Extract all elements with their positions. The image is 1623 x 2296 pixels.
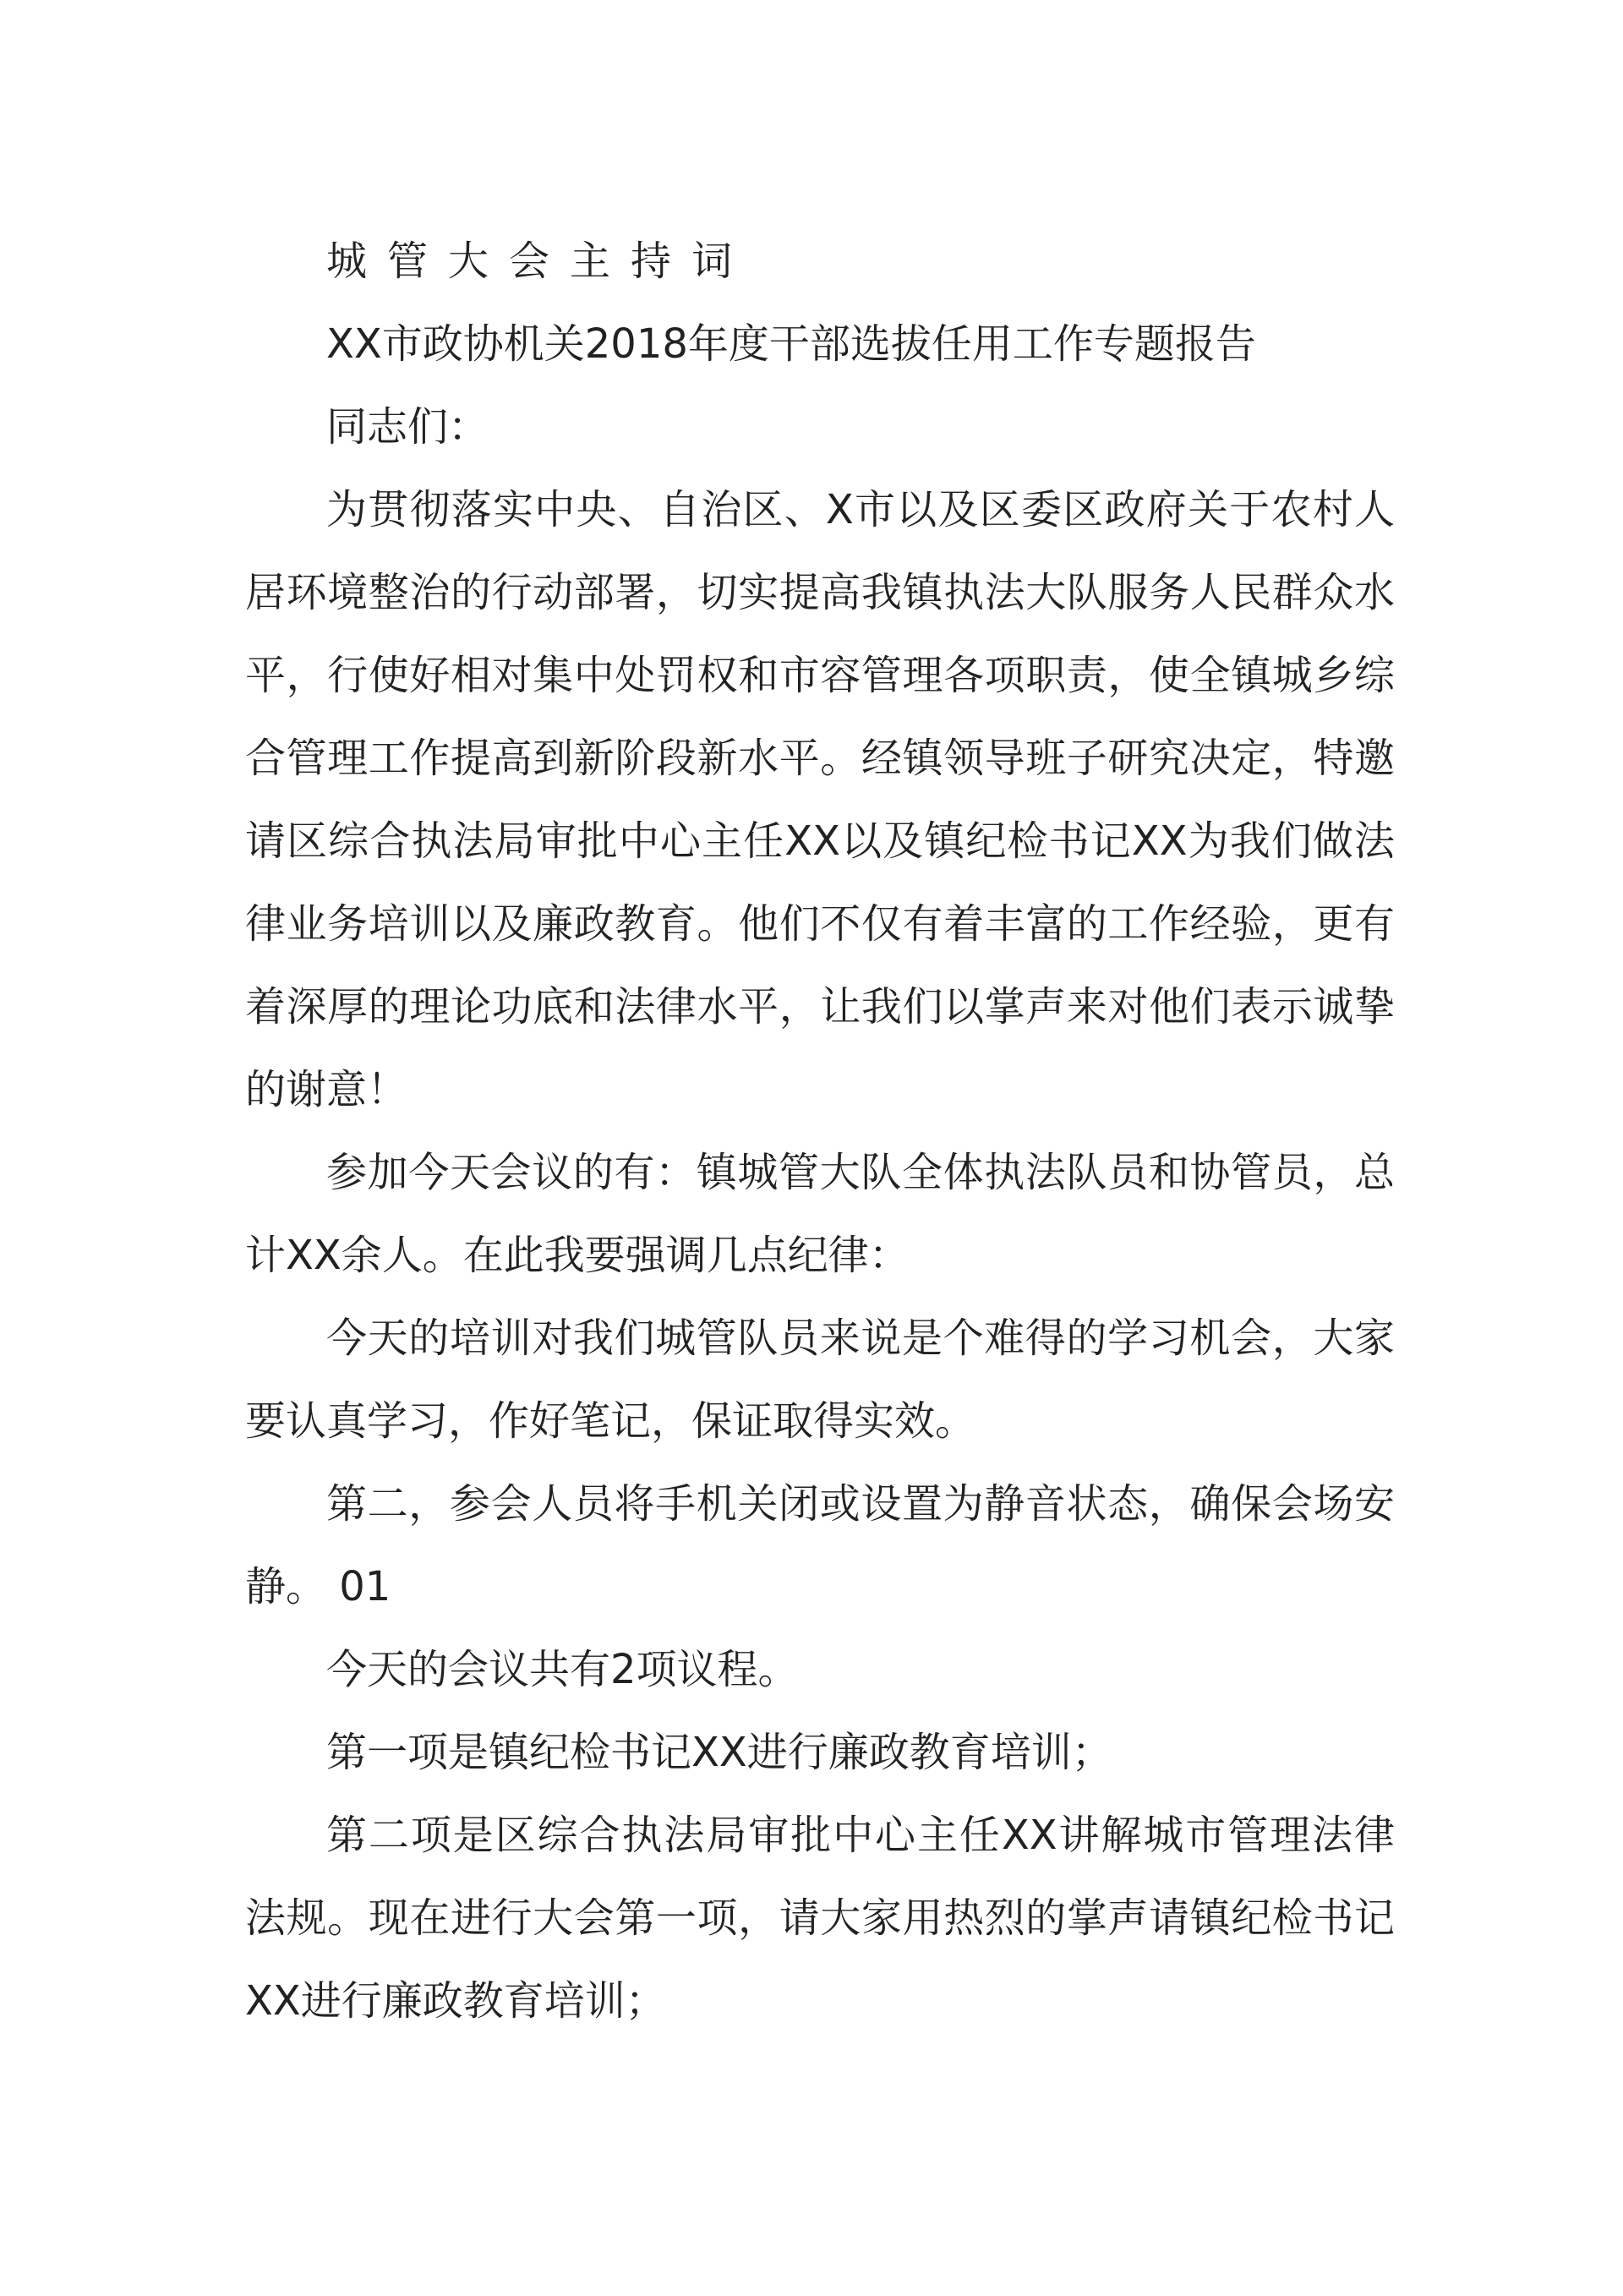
document-body	[245, 220, 1395, 2042]
salutation: 同志们：	[326, 403, 489, 451]
paragraph-agenda: 今天的会议共有2项议程。	[326, 1646, 799, 1693]
agenda-item-1: 第一项是镇纪检书记XX进行廉政教育培训；	[326, 1729, 1112, 1776]
paragraph-discipline-2: 第二，参会人员将手机关闭或设置为静音状态，确保会场安静。 01	[245, 1480, 1395, 1610]
report-title: XX市政协机关2018年度干部选拔任用工作专题报告	[326, 320, 1256, 368]
paragraph-attendees: 参加今天会议的有：镇城管大队全体执法队员和协管员，总计XX余人。在此我要强调几点纪律：	[245, 1149, 1395, 1279]
paragraph-discipline-1: 今天的培训对我们城管队员来说是个难得的学习机会，大家要认真学习，作好笔记，保证取得实效。	[245, 1315, 1395, 1445]
document-title: 城管大会主持词	[326, 238, 753, 285]
paragraph-intro: 为贯彻落实中央、自治区、X市以及区委区政府关于农村人居环境整治的行动部署，切实提高我镇执法大队服务人民群众水平，行使好相对集中处罚权和市容管理各项职责，使全镇城乡综合管理工作提高到新阶段新水平。经镇领导班子研究决定，特邀请区综合执法局审批中心主任XX以及镇纪检书记XX为我们做法律业务培训以及廉政教育。他们不仅有着丰富的工作经验，更有着深厚的理论功底和法律水平，让我们以掌声来对他们表示诚挚的谢意！	[245, 486, 1395, 1113]
agenda-item-2: 第二项是区综合执法局审批中心主任XX讲解城市管理法律法规。现在进行大会第一项，请大家用热烈的掌声请镇纪检书记XX进行廉政教育培训；	[245, 1812, 1395, 2025]
